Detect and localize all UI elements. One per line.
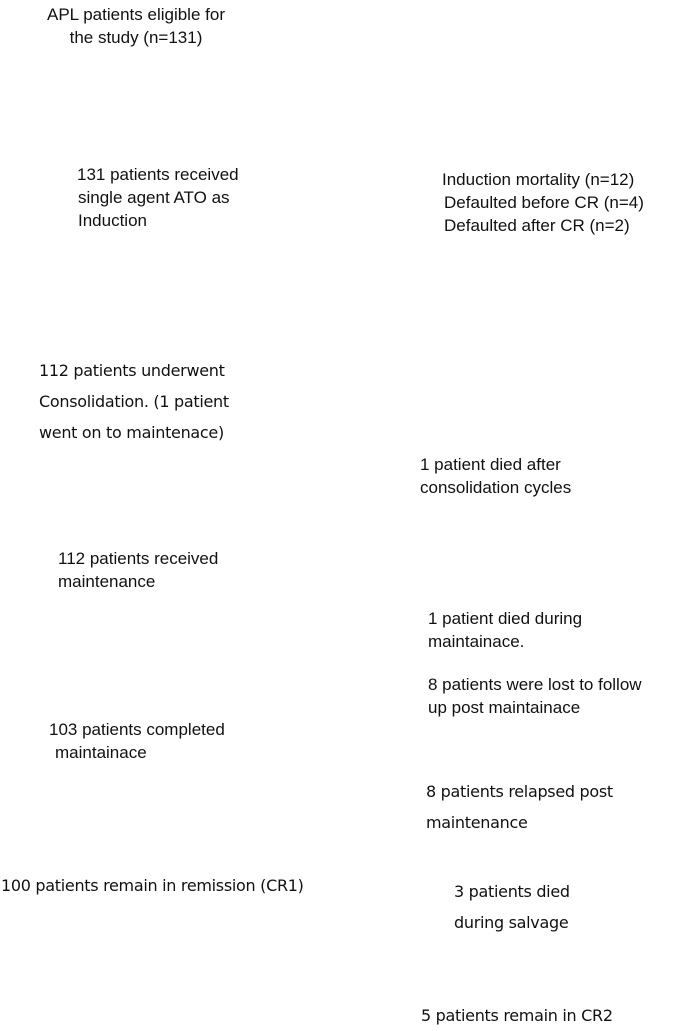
node-cr1 (1, 870, 304, 901)
node-lost-to-followup (428, 673, 642, 719)
node-relapsed (426, 776, 613, 838)
node-text: 131 patients received (77, 165, 239, 184)
node-text: 112 patients received (58, 549, 219, 568)
node-text: 112 patients underwent (39, 361, 225, 380)
node-text: consolidation cycles (420, 478, 572, 497)
node-text: APL patients eligible for (47, 5, 225, 24)
node-text: maintainace. (428, 632, 525, 651)
node-text: 8 patients relapsed post (426, 782, 613, 801)
node-induction-exits (442, 168, 644, 237)
node-text: Defaulted after CR (n=2) (444, 216, 630, 235)
node-text: 8 patients were lost to follow (428, 675, 642, 694)
node-text: Defaulted before CR (n=4) (444, 193, 644, 212)
node-text: maintenance (426, 813, 528, 832)
node-cr2 (421, 1000, 613, 1031)
node-text: up post maintainace (428, 698, 581, 717)
node-induction (77, 163, 239, 232)
node-text: 100 patients remain in remission (CR1) (1, 876, 304, 895)
node-maintenance (58, 547, 218, 593)
node-text: during salvage (454, 913, 569, 932)
node-died-after-consolidation (420, 453, 571, 499)
node-text: maintainace (55, 743, 147, 762)
node-consolidation (39, 355, 229, 448)
node-text: single agent ATO as (78, 188, 230, 207)
node-text: the study (n=131) (69, 28, 203, 47)
node-text: maintenance (58, 572, 156, 591)
node-text: went on to maintenace) (39, 423, 224, 442)
node-died-during-maintenance (428, 607, 582, 653)
node-completed (49, 718, 225, 764)
node-text: Induction mortality (n=12) (442, 170, 635, 189)
node-text: Induction (78, 211, 147, 230)
node-text: Consolidation. (1 patient (39, 392, 229, 411)
node-text: 1 patient died after (420, 455, 561, 474)
node-eligible (47, 3, 225, 49)
node-text: 103 patients completed (49, 720, 225, 739)
node-died-salvage (454, 876, 570, 938)
node-text: 5 patients remain in CR2 (421, 1006, 613, 1025)
node-text: 1 patient died during (428, 609, 583, 628)
node-text: 3 patients died (454, 882, 570, 901)
